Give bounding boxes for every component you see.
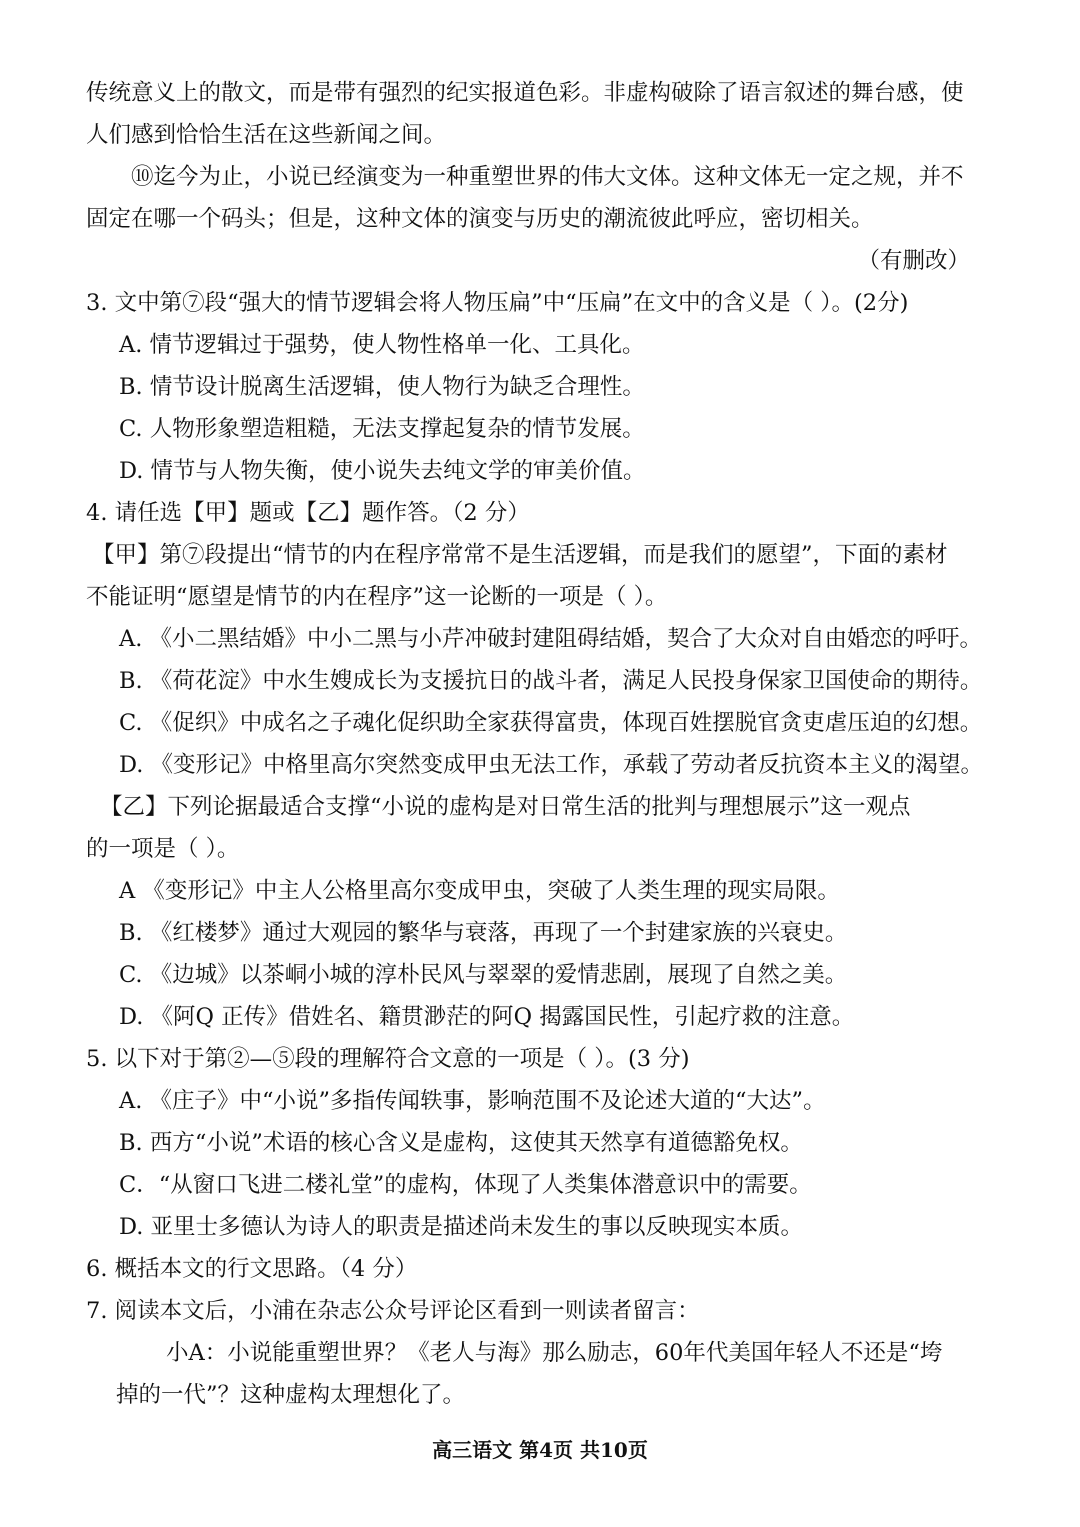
question-4-jia-option-d: D. 《变形记》中格里高尔突然变成甲虫无法工作，承载了劳动者反抗资本主义的渴望。: [119, 752, 984, 778]
question-3-option-c: C. 人物形象塑造粗糙，无法支撑起复杂的情节发展。: [119, 416, 645, 442]
question-4-jia-option-c: C. 《促织》中成名之子魂化促织助全家获得富贵，体现百姓摆脱官贪吏虐压迫的幻想。: [119, 710, 983, 736]
question-4-jia-option-a: A. 《小二黑结婚》中小二黑与小芹冲破封建阻碍结婚，契合了大众对自由婚恋的呼吁。: [119, 626, 983, 652]
question-4-yi-option-b: B. 《红楼梦》通过大观园的繁华与衰落，再现了一个封建家族的兴衰史。: [119, 920, 848, 946]
question-5-stem: 5. 以下对于第②—⑤段的理解符合文意的一项是（ ）。(3 分): [86, 1046, 690, 1072]
question-4-stem: 4. 请任选【甲】题或【乙】题作答。（2 分）: [86, 500, 530, 526]
question-6-stem: 6. 概括本文的行文思路。（4 分）: [86, 1256, 418, 1282]
passage-line: 固定在哪一个码头；但是，这种文体的演变与历史的潮流彼此呼应，密切相关。: [86, 206, 874, 232]
passage-line: 人们感到恰恰生活在这些新闻之间。: [86, 122, 447, 148]
question-4-jia-prompt-cont: 不能证明“愿望是情节的内在程序”这一论断的一项是（ ）。: [86, 584, 668, 610]
source-note: （有删改）: [857, 248, 970, 274]
question-4-yi-option-c: C. 《边城》以茶峒小城的淳朴民风与翠翠的爱情悲剧，展现了自然之美。: [119, 962, 848, 988]
reader-comment-cont: 掉的一代”？这种虚构太理想化了。: [116, 1382, 466, 1408]
reader-comment: 小A：小说能重塑世界？《老人与海》那么励志，60年代美国年轻人不还是“垮: [166, 1340, 943, 1366]
question-5-option-b: B. 西方“小说”术语的核心含义是虚构，这使其天然享有道德豁免权。: [119, 1130, 803, 1156]
question-4-jia-prompt: 【甲】第⑦段提出“情节的内在程序常常不是生活逻辑，而是我们的愿望”，下面的素材: [92, 542, 948, 568]
passage-paragraph-10: ⑩迄今为止，小说已经演变为一种重塑世界的伟大文体。这种文体无一定之规，并不: [131, 164, 964, 190]
question-3-option-b: B. 情节设计脱离生活逻辑，使人物行为缺乏合理性。: [119, 374, 645, 400]
question-4-jia-option-b: B. 《荷花淀》中水生嫂成长为支援抗日的战斗者，满足人民投身保家卫国使命的期待。: [119, 668, 983, 694]
exam-body: [86, 72, 986, 1416]
page-footer: 高三语文 第4页 共10页: [432, 1438, 648, 1462]
question-4-yi-option-a: A 《变形记》中主人公格里高尔变成甲虫，突破了人类生理的现实局限。: [119, 878, 840, 904]
question-4-yi-prompt: 【乙】下列论据最适合支撑“小说的虚构是对日常生活的批判与理想展示”这一观点: [100, 794, 911, 820]
question-4-yi-option-d: D. 《阿Q 正传》借姓名、籍贯渺茫的阿Q 揭露国民性，引起疗救的注意。: [119, 1004, 855, 1030]
question-4-yi-prompt-cont: 的一项是（ ）。: [86, 836, 240, 862]
question-5-option-a: A. 《庄子》中“小说”多指传闻轶事，影响范围不及论述大道的“大达”。: [119, 1088, 826, 1114]
question-3-stem: 3. 文中第⑦段“强大的情节逻辑会将人物压扁”中“压扁”在文中的含义是（ ）。(2分): [86, 290, 909, 316]
question-7-stem: 7. 阅读本文后，小浦在杂志公众号评论区看到一则读者留言：: [86, 1298, 700, 1324]
question-3-option-a: A. 情节逻辑过于强势，使人物性格单一化、工具化。: [119, 332, 645, 358]
question-5-option-c: C．“从窗口飞进二楼礼堂”的虚构，体现了人类集体潜意识中的需要。: [119, 1172, 812, 1198]
question-5-option-d: D. 亚里士多德认为诗人的职责是描述尚未发生的事以反映现实本质。: [119, 1214, 804, 1240]
passage-line: 传统意义上的散文，而是带有强烈的纪实报道色彩。非虚构破除了语言叙述的舞台感，使: [86, 80, 964, 106]
question-3-option-d: D. 情节与人物失衡，使小说失去纯文学的审美价值。: [119, 458, 646, 484]
